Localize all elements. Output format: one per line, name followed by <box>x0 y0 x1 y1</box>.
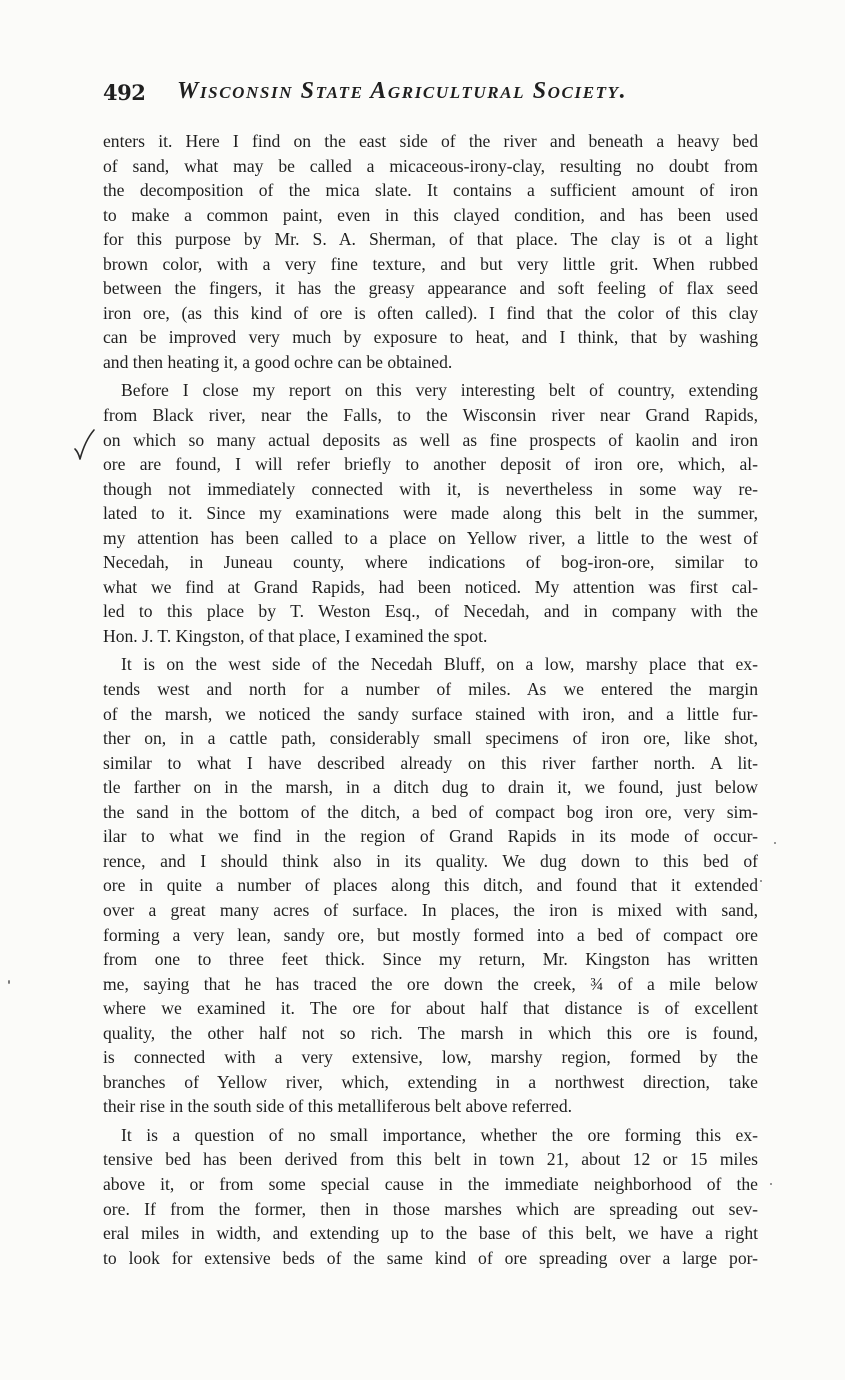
text-line: from one to three feet thick. Since my return, Mr. Kingston has written <box>103 949 758 970</box>
text-line: quality, the other half not so rich. The marsh in which this ore is found, <box>103 1022 758 1043</box>
text-line: It is a question of no small importance, whether the ore forming this ex- <box>121 1124 758 1145</box>
text-line: above it, or from some special cause in the immediate neighborhood of the <box>103 1173 758 1194</box>
text-line: and then heating it, a good ochre can be obtained. <box>103 351 453 372</box>
paragraph <box>103 1123 758 1270</box>
text-line: Necedah, in Juneau county, where indications of bog-iron-ore, similar to <box>103 552 758 573</box>
paragraph <box>103 652 758 1118</box>
text-line: ther on, in a cattle path, considerably small specimens of iron ore, like shot, <box>103 728 758 749</box>
page-header <box>103 78 758 108</box>
text-line: Before I close my report on this very interesting belt of country, extending <box>121 380 758 401</box>
body-text <box>103 129 758 1270</box>
text-line: can be improved very much by exposure to heat, and I think, that by washing <box>103 327 758 348</box>
text-line: where we examined it. The ore for about half that distance is of excellent <box>103 998 758 1019</box>
margin-speck <box>760 880 762 882</box>
text-line: tends west and north for a number of miles. As we entered the margin <box>103 679 758 700</box>
text-line: similar to what I have described already on this river farther north. A lit- <box>103 752 758 773</box>
text-line: for this purpose by Mr. S. A. Sherman, of that place. The clay is ot a light <box>103 229 758 250</box>
text-line: It is on the west side of the Necedah Bluff, on a low, marshy place that ex- <box>121 654 758 675</box>
paragraph <box>103 129 758 374</box>
text-line: to make a common paint, even in this clayed condition, and has been used <box>103 204 758 225</box>
text-line: me, saying that he has traced the ore down the creek, ¾ of a mile below <box>103 973 758 994</box>
text-line: enters it. Here I find on the east side of the river and beneath a heavy bed <box>103 131 758 151</box>
paragraph <box>103 378 758 648</box>
text-line: from Black river, near the Falls, to the Wisconsin river near Grand Rapids, <box>103 405 758 426</box>
text-line: Hon. J. T. Kingston, of that place, I examined the spot. <box>103 625 488 646</box>
text-line: brown color, with a very fine texture, and but very little grit. When rubbed <box>103 253 758 274</box>
text-line: tensive bed has been derived from this belt in town 21, about 12 or 15 miles <box>103 1149 758 1170</box>
text-line: to look for extensive beds of the same kind of ore spreading over a large por- <box>103 1247 758 1268</box>
text-line: ilar to what we find in the region of Grand Rapids in its mode of occur- <box>103 826 758 847</box>
text-line: their rise in the south side of this metalliferous belt above referred. <box>103 1096 573 1117</box>
text-line: my attention has been called to a place on Yellow river, a little to the west of <box>103 527 758 548</box>
text-line: ore are found, I will refer briefly to another deposit of iron ore, which, al- <box>103 454 758 475</box>
text-line: eral miles in width, and extending up to the base of this belt, we have a right <box>103 1223 758 1244</box>
text-line: iron ore, (as this kind of ore is often called). I find that the color of this clay <box>103 302 758 323</box>
text-line: rence, and I should think also in its quality. We dug down to this bed of <box>103 850 758 871</box>
text-line: led to this place by T. Weston Esq., of Necedah, and in company with the <box>103 601 758 622</box>
text-line: over a great many acres of surface. In places, the iron is mixed with sand, <box>103 899 758 920</box>
margin-speck <box>770 1183 772 1185</box>
text-line: the decomposition of the mica slate. It contains a sufficient amount of iron <box>103 180 758 201</box>
text-line: though not immediately connected with it, is nevertheless in some way re- <box>103 478 758 499</box>
running-head: Wisconsin State Agricultural Society. <box>177 78 628 104</box>
text-line: of sand, what may be called a micaceous-irony-clay, resulting no doubt from <box>103 155 758 176</box>
page-number: 492 <box>103 80 146 105</box>
text-line: the sand in the bottom of the ditch, a bed of compact bog iron ore, very sim- <box>103 801 758 822</box>
margin-speck <box>774 842 776 844</box>
text-line: is connected with a very extensive, low, marshy region, formed by the <box>103 1047 758 1068</box>
text-line: ore. If from the former, then in those marshes which are spreading out sev- <box>103 1198 758 1219</box>
margin-speck <box>8 980 10 984</box>
checkmark-icon <box>72 428 96 462</box>
text-line: what we find at Grand Rapids, had been noticed. My attention was first cal- <box>103 576 758 597</box>
text-line: forming a very lean, sandy ore, but mostly formed into a bed of compact ore <box>103 924 758 945</box>
text-line: between the fingers, it has the greasy appearance and soft feeling of flax seed <box>103 278 758 299</box>
text-line: lated to it. Since my examinations were made along this belt in the summer, <box>103 503 758 524</box>
text-line: of the marsh, we noticed the sandy surface stained with iron, and a little fur- <box>103 703 758 724</box>
text-line: branches of Yellow river, which, extending in a northwest direction, take <box>103 1071 758 1092</box>
text-line: ore in quite a number of places along this ditch, and found that it extended <box>103 875 758 896</box>
text-line: tle farther on in the marsh, in a ditch dug to drain it, we found, just below <box>103 777 758 798</box>
text-line: on which so many actual deposits as well as fine prospects of kaolin and iron <box>103 429 758 450</box>
